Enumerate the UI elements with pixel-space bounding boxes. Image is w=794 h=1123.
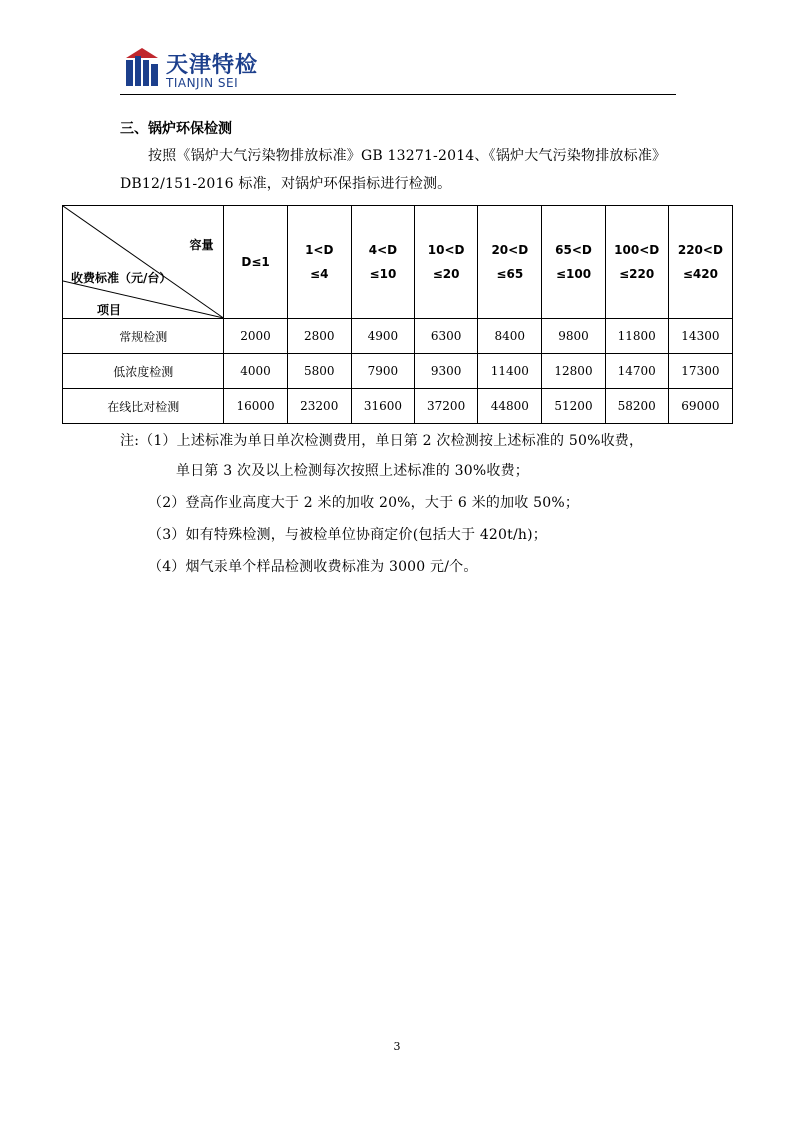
page-header [120, 40, 676, 95]
section-title: 三、锅炉环保检测 [120, 121, 232, 137]
table-cell: 11800 [605, 319, 668, 354]
row-label: 低浓度检测 [63, 354, 224, 389]
table-cell: 44800 [478, 389, 542, 424]
column-header: 1<D ≤4 [287, 206, 351, 319]
table-cell: 5800 [287, 354, 351, 389]
table-cell: 4000 [224, 354, 287, 389]
corner-label-fee: 收费标准（元/台） [71, 271, 172, 285]
table-cell: 23200 [287, 389, 351, 424]
fee-table [62, 205, 733, 424]
page-number: 3 [393, 1040, 401, 1053]
table-cell: 2800 [287, 319, 351, 354]
header-divider [120, 94, 676, 95]
corner-label-capacity: 容量 [189, 238, 214, 252]
company-logo-icon [124, 44, 160, 88]
row-label: 常规检测 [63, 319, 224, 354]
column-header: 4<D ≤10 [351, 206, 414, 319]
note-3: （3）如有特殊检测，与被检单位协商定价(包括大于 420t/h)； [148, 527, 547, 543]
note-1: 注:（1）上述标准为单日单次检测费用，单日第 2 次检测按上述标准的 50%收费， [120, 433, 644, 449]
table-row [63, 389, 733, 424]
table-row [63, 319, 733, 354]
table-cell: 16000 [224, 389, 287, 424]
table-header-row [63, 206, 733, 319]
corner-label-item: 项目 [97, 303, 122, 317]
table-cell: 69000 [668, 389, 732, 424]
table-cell: 17300 [668, 354, 732, 389]
table-cell: 7900 [351, 354, 414, 389]
table-cell: 9300 [415, 354, 478, 389]
table-cell: 6300 [415, 319, 478, 354]
column-header: D≤1 [224, 206, 287, 319]
row-label: 在线比对检测 [63, 389, 224, 424]
note-2: （2）登高作业高度大于 2 米的加收 20%，大于 6 米的加收 50%； [148, 495, 580, 511]
table-cell: 9800 [542, 319, 605, 354]
diagonal-corner-cell [63, 206, 224, 319]
table-cell: 14300 [668, 319, 732, 354]
column-header: 20<D ≤65 [478, 206, 542, 319]
table-cell: 58200 [605, 389, 668, 424]
intro-paragraph: 按照《锅炉大气污染物排放标准》GB 13271-2014、《锅炉大气污染物排放标准》DB12/151-2016 标准，对锅炉环保指标进行检测。 [120, 148, 667, 192]
column-header: 10<D ≤20 [415, 206, 478, 319]
table-cell: 12800 [542, 354, 605, 389]
table-cell: 31600 [351, 389, 414, 424]
table-cell: 51200 [542, 389, 605, 424]
column-header: 65<D ≤100 [542, 206, 605, 319]
table-cell: 4900 [351, 319, 414, 354]
table-cell: 8400 [478, 319, 542, 354]
column-header: 220<D ≤420 [668, 206, 732, 319]
column-header: 100<D ≤220 [605, 206, 668, 319]
logo-english-name: TIANJIN SEI [166, 76, 239, 90]
table-row [63, 354, 733, 389]
table-cell: 2000 [224, 319, 287, 354]
table-cell: 11400 [478, 354, 542, 389]
table-cell: 14700 [605, 354, 668, 389]
table-cell: 37200 [415, 389, 478, 424]
diagonal-lines-icon [63, 206, 223, 318]
note-1-continued: 单日第 3 次及以上检测每次按照上述标准的 30%收费； [176, 463, 529, 479]
logo-chinese-name: 天津特检 [166, 53, 259, 78]
note-4: （4）烟气汞单个样品检测收费标准为 3000 元/个。 [148, 559, 478, 575]
